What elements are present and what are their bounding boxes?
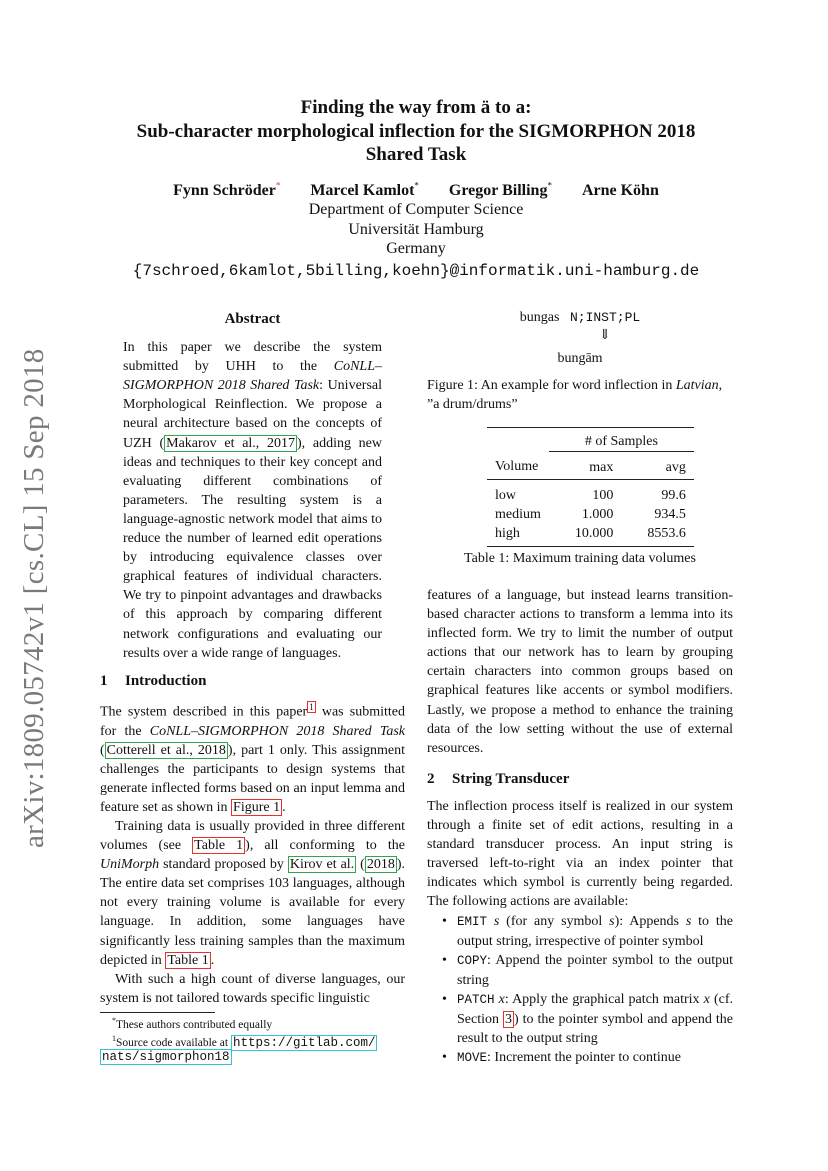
cite-kirov-year-link[interactable]: 2018 [366,857,395,873]
cite-cotterell-link[interactable]: Cotterell et al., 2018 [106,742,226,758]
figure-1-link[interactable]: Figure 1 [233,799,281,815]
author-4: Arne Köhn [581,182,659,200]
source-code-link[interactable]: https://gitlab.com/ [232,1035,376,1050]
intro-paragraph-3: With such a high count of diverse languages, our system is not tailored towards specific linguistic [100,971,405,1006]
footnotes [100,1014,405,1064]
abstract-heading: Abstract [224,311,281,327]
figure-1-lemma: bungas [519,310,560,325]
affiliation-country: Germany [386,240,446,258]
section-3-link[interactable]: 3 [504,1011,512,1027]
affiliation-department: Department of Computer Science [308,201,524,219]
table-1-col-avg: avg [665,459,686,475]
table-1-col-volume: Volume [495,459,539,475]
section-2-heading: 2 String Transducer [427,770,570,787]
title-line-3: Shared Task [365,144,467,165]
table-row: low 100 99.6 [487,480,694,506]
figure-1-caption: Figure 1: An example for word inflection in Latvian, ”a drum/drums” [427,378,723,413]
footnote-rule [100,1012,215,1013]
arxiv-stamp: arXiv:1809.05742v1 [cs.CL] 15 Sep 2018 [18,348,50,848]
footnote-1: *These authors contributed equally [112,1016,273,1031]
abstract-body: In this paper we describe the system submitted by UHH to the CoNLL–SIGMORPHON 2018 Shared Task: Universal Morphological Reinflection. We propose a neural architecture based on the concepts of UZH ( Makarov et al., 2017 ), adding new ideas and techniques to their key concept and evaluating different combinations of parameters. The resulting system is a language-agnostic network model that aims to reduce the number of learned edit operations by introducing equivalence classes over graphical features of individual characters. We try to pinpoint advantages and drawbacks of this approach by comparing different network configurations and evaluating our results over a wide range of languages. [123,340,382,661]
table-1-link[interactable]: Table 1 [194,838,244,854]
title-line-2: Sub-character morphological inflection for the SIGMORPHON 2018 [136,120,696,142]
table-1-link-2[interactable]: Table 1 [167,952,209,968]
section-1-heading: 1 Introduction [100,672,207,689]
cite-makarov-link[interactable]: Makarov et al., 2017 [166,435,295,451]
action-list [427,912,733,1069]
paper-title [100,96,732,167]
title-line-1: Finding the way from ä to a: [300,97,532,118]
table-row: medium 1.000 934.5 [495,506,686,522]
author-1: Fynn Schröder* [173,181,281,200]
list-item: • MOVE: Increment the pointer to continue [457,1048,733,1068]
author-emails: {7schroed,6kamlot,5billing,koehn}@informatik.uni-hamburg.de [132,261,700,280]
right-column-text [427,586,733,1068]
footnote-2: $^1$Source code available at https://gitlab.com/ nats/sigmorphon18 [102,1033,376,1064]
list-item: • PATCH x: Apply the graphical patch matrix x (cf. Section 3 ) to the pointer symbol and append the result to the output string [457,990,733,1048]
intro-paragraph-2: Training data is usually provided in three different volumes (see Table 1 ), all conforming to the UniMorph standard proposed by Kirov et al. ( 2018 ). The entire data set comprises 103 languages, although not every training volume is available for every language. In addition, some languages have significantly less training samples than the maximum depicted in Table 1 . [100,819,405,968]
right-paragraph-1: features of a language, but instead learns transition-based character actions to transform a lemma into its inflected form. We try to limit the number of output actions that our network has to learn by grouping certain characters into common groups based on graphical features like accents or symbol modifiers. Lastly, we propose a method to enhance the training data of the low setting without the use of external resources. [427,588,733,756]
cite-kirov-link[interactable]: Kirov et al. [289,857,355,873]
author-3: Gregor Billing* [448,181,552,200]
list-item: • EMIT s (for any symbol s): Appends s to the output string, irrespective of pointer symbol [457,912,733,951]
table-1 [487,427,694,547]
table-1-caption: Table 1: Maximum training data volumes [464,551,696,566]
figure-1-features: N;INST;PL [569,310,641,325]
author-names [100,181,732,200]
affiliation-university: Universität Hamburg [348,220,484,238]
author-2: Marcel Kamlot* [310,181,419,200]
figure-1-arrow: ⇓ [599,328,611,344]
figure-1-input [427,308,733,327]
list-item: • COPY: Append the pointer symbol to the output string [457,951,733,990]
author-block [100,181,732,282]
table-1-col-max: max [589,459,614,475]
figure-1-output: bungām [557,351,603,367]
section-2-paragraph: The inflection process itself is realized in our system through a finite set of edit actions, resulting in a standard transducer process. An input string is traversed left-to-right via an index pointer that indicates which symbol is currently being regarded. The following actions are available: [427,798,733,910]
source-code-link-2[interactable]: nats/sigmorphon18 [102,1049,230,1064]
intro-paragraph-1: The system described in this paper $^1$ was submitted for the CoNLL–SIGMORPHON 2018 Shared Task ( Cotterell et al., 2018 ), part 1 only. This assignment challenges the participants to design systems that generate inflected forms based on an input lemma and feature set as shown in Figure 1 . [100,701,405,815]
footnote-1-link[interactable]: 1 [309,701,314,712]
table-1-group-header: # of Samples [549,428,694,452]
table-row: high 10.000 8553.6 [487,524,694,547]
figure-1 [427,308,733,414]
left-column [100,310,405,1008]
